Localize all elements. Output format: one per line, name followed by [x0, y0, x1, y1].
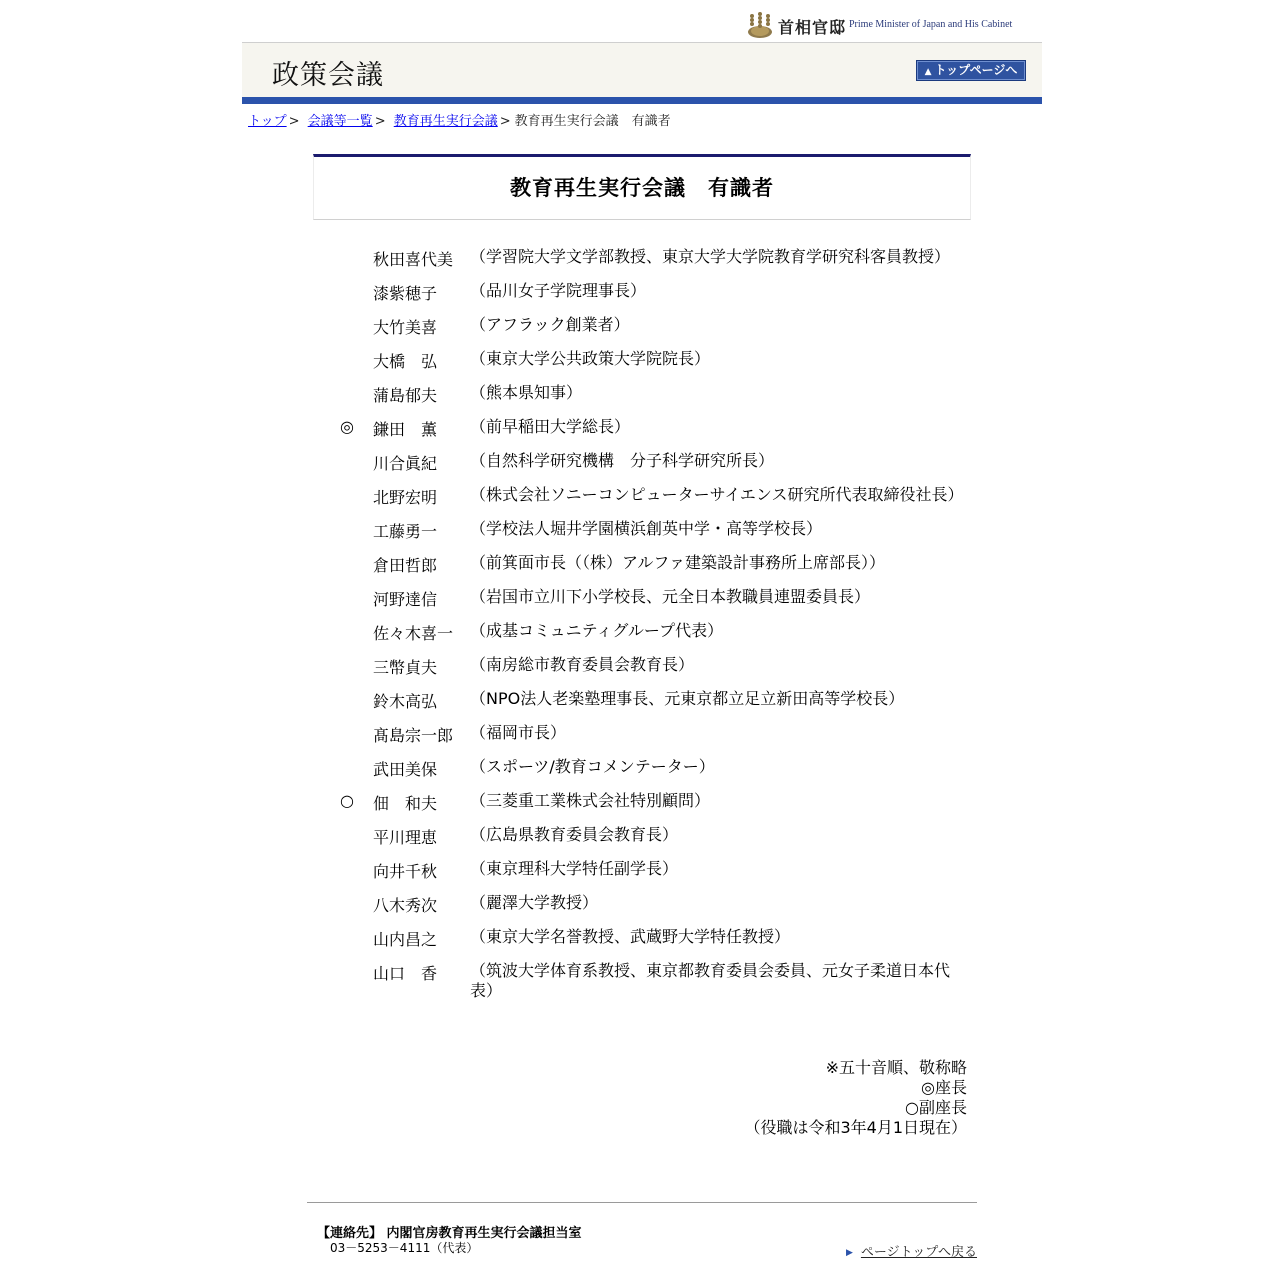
top-page-button[interactable] [916, 60, 1026, 81]
member-row [340, 927, 980, 961]
member-name: 八木秀次 [373, 896, 438, 915]
member-role: （学校法人堀井学園横浜創英中学・高等学校長） [470, 519, 823, 538]
member-name: 向井千秋 [373, 862, 438, 881]
paulownia-emblem-icon [745, 11, 775, 39]
member-list [340, 247, 980, 1000]
member-row [340, 417, 980, 451]
triangle-right-icon: ▶ [846, 1248, 853, 1258]
triangle-up-icon: ▲ [924, 67, 932, 77]
note-order: ※五十音順、敬称略 [825, 1058, 967, 1077]
member-row [340, 859, 980, 893]
member-row [340, 689, 980, 723]
member-name: 工藤勇一 [373, 522, 438, 541]
page-top-link[interactable] [846, 1241, 977, 1260]
member-role: （広島県教育委員会教育長） [470, 825, 679, 844]
member-row [340, 349, 980, 383]
contact-title: 【連絡先】 内閣官房教育再生実行会議担当室 [317, 1226, 582, 1241]
member-name: 大橋 弘 [373, 352, 438, 371]
breadcrumb-link-meetings[interactable]: 会議等一覧 [307, 114, 373, 129]
member-role: （自然科学研究機構 分子科学研究所長） [470, 451, 775, 470]
site-name-jp: 首相官邸 [778, 18, 847, 37]
breadcrumb-separator: > [499, 114, 511, 129]
section-title: 政策会議 [272, 60, 384, 91]
member-name: 川合眞紀 [373, 454, 438, 473]
contact-phone: 03－5253－4111（代表） [330, 1241, 479, 1255]
member-name: 北野宏明 [373, 488, 438, 507]
member-role: （NPO法人老楽塾理事長、元東京都立足立新田高等学校長） [470, 689, 905, 708]
note-chair: ◎座長 [921, 1078, 967, 1097]
member-role: （南房総市教育委員会教育長） [470, 655, 695, 674]
member-name: 三幣貞夫 [373, 658, 438, 677]
member-name: 倉田哲郎 [373, 556, 438, 575]
page-wrapper [242, 0, 1042, 129]
note-as-of: （役職は令和3年4月1日現在） [744, 1118, 967, 1137]
page-top-link-label: ページトップへ戻る [860, 1245, 978, 1260]
member-role: （スポーツ/教育コメンテーター） [470, 757, 715, 776]
member-name: 山口 香 [373, 964, 438, 983]
header-accent-bar [242, 97, 1042, 104]
member-role: （品川女子学院理事長） [470, 281, 647, 300]
member-name: 漆紫穂子 [373, 284, 438, 303]
page-title: 教育再生実行会議 有識者 [510, 176, 774, 200]
member-name: 髙島宗一郎 [373, 726, 454, 745]
note-vice-chair: ○副座長 [905, 1098, 967, 1117]
member-row [340, 621, 980, 655]
member-name: 佃 和夫 [373, 794, 438, 813]
member-role: （三菱重工業株式会社特別顧問） [470, 791, 711, 810]
member-name: 山内昌之 [373, 930, 438, 949]
vice-chair-mark: ○ [340, 791, 354, 810]
member-name: 武田美保 [373, 760, 438, 779]
breadcrumb-link-council[interactable]: 教育再生実行会議 [393, 114, 498, 129]
member-row [340, 315, 980, 349]
member-row [340, 723, 980, 757]
member-row [340, 961, 980, 1000]
breadcrumb [248, 110, 671, 129]
member-row [340, 519, 980, 553]
breadcrumb-current: 教育再生実行会議 有識者 [514, 114, 671, 129]
top-page-button-label: トップページへ [934, 63, 1018, 77]
member-role: （熊本県知事） [470, 383, 583, 402]
member-row [340, 757, 980, 791]
page-title-box [313, 154, 971, 220]
site-name-en: Prime Minister of Japan and His Cabinet [849, 19, 1013, 30]
member-name: 大竹美喜 [373, 318, 438, 337]
member-row [340, 825, 980, 859]
member-role: （アフラック創業者） [470, 315, 630, 334]
member-row [340, 247, 980, 281]
member-role: （前早稲田大学総長） [470, 417, 631, 436]
breadcrumb-link-top[interactable]: トップ [248, 114, 287, 129]
member-role: （筑波大学体育系教授、東京都教育委員会委員、元女子柔道日本代表） [470, 961, 951, 1000]
member-name: 秋田喜代美 [373, 250, 454, 269]
breadcrumb-separator: > [374, 114, 386, 129]
member-name: 蒲島郁夫 [373, 386, 438, 405]
member-role: （株式会社ソニーコンピューターサイエンス研究所代表取締役社長） [470, 485, 964, 504]
member-row [340, 791, 980, 825]
member-name: 平川理恵 [373, 828, 438, 847]
breadcrumb-separator: > [288, 114, 300, 129]
member-name: 鎌田 薫 [373, 420, 438, 439]
member-row [340, 655, 980, 689]
member-row [340, 451, 980, 485]
member-role: （成基コミュニティグループ代表） [470, 621, 724, 640]
member-role: （前箕面市長（（株）アルファ建築設計事務所上席部長）） [470, 553, 886, 572]
member-role: （東京大学公共政策大学院院長） [470, 349, 711, 368]
site-identity-bar [242, 0, 1042, 43]
member-row [340, 553, 980, 587]
member-row [340, 281, 980, 315]
member-name: 佐々木喜一 [373, 624, 454, 643]
notes [700, 1058, 967, 1138]
section-header [242, 43, 1042, 97]
member-row [340, 587, 980, 621]
member-role: （麗澤大学教授） [470, 893, 599, 912]
chair-mark: ◎ [340, 417, 354, 436]
member-role: （東京大学名誉教授、武蔵野大学特任教授） [470, 927, 791, 946]
footer-divider [307, 1202, 977, 1203]
member-role: （岩国市立川下小学校長、元全日本教職員連盟委員長） [470, 587, 871, 606]
member-role: （学習院大学文学部教授、東京大学大学院教育学研究科客員教授） [470, 247, 951, 266]
member-role: （福岡市長） [470, 723, 567, 742]
member-row [340, 383, 980, 417]
member-name: 鈴木高弘 [373, 692, 438, 711]
member-row [340, 893, 980, 927]
member-role: （東京理科大学特任副学長） [470, 859, 679, 878]
member-row [340, 485, 980, 519]
member-name: 河野達信 [373, 590, 438, 609]
